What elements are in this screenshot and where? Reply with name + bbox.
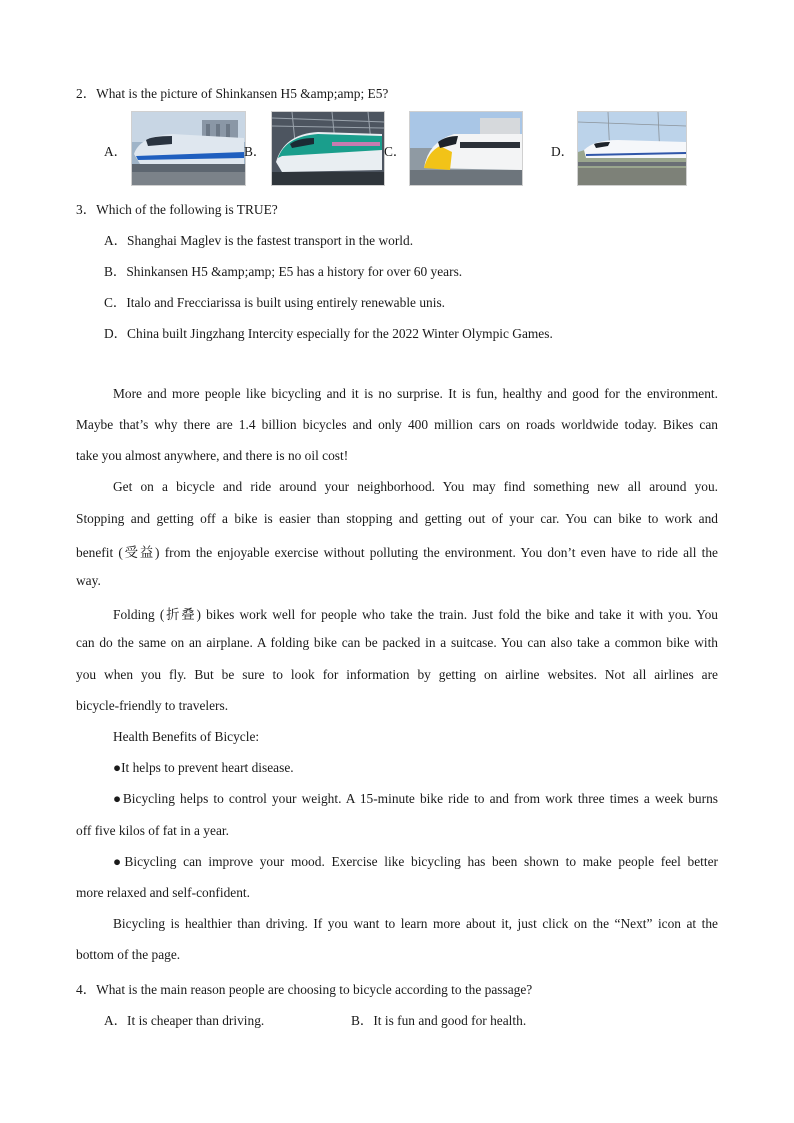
health-bullet: ●Bicycling can improve your mood. Exercise like bicycling has been shown to make people feel better <box>113 854 718 869</box>
q3-question: 3．Which of the following is TRUE? <box>76 202 278 217</box>
health-bullet: ●Bicycling helps to control your weight. A 15-minute bike ride to and from work three times a week burns <box>113 791 718 806</box>
q2-question: 2．What is the picture of Shinkansen H5 &amp;amp; E5? <box>76 86 389 101</box>
passage-line: Maybe that’s why there are 1.4 billion bicycles and only 400 million cars on roads worldwide today. Bikes can <box>76 417 718 432</box>
q4-question: 4．What is the main reason people are choosing to bicycle according to the passage? <box>76 982 533 997</box>
q2-option-c-label: C． <box>384 144 407 159</box>
q2-option-a-label: A． <box>104 144 128 159</box>
q4-option-b: B．It is fun and good for health. <box>351 1013 527 1028</box>
health-bullet: ●It helps to prevent heart disease. <box>113 760 294 775</box>
passage-line: take you almost anywhere, and there is no oil cost! <box>76 448 349 463</box>
maglev-image <box>132 112 245 185</box>
passage-line: you when you fly. But be sure to look for information by getting on airline websites. Not all airlines are <box>76 667 718 682</box>
shinkansen-photo[interactable] <box>271 111 385 186</box>
passage-line: More and more people like bicycling and it is no surprise. It is fun, healthy and good for the environment. <box>113 386 718 401</box>
q3-option-a: A．Shanghai Maglev is the fastest transport in the world. <box>104 233 414 248</box>
british-train-image <box>410 112 522 185</box>
passage-line: Stopping and getting off a bike is easier than stopping and getting out of your car. You can bike to work and <box>76 511 718 526</box>
china-highspeed-image <box>578 112 686 185</box>
health-bullet-cont: more relaxed and self-confident. <box>76 885 250 900</box>
passage-line: Bicycling is healthier than driving. If you want to learn more about it, just click on the “Next” icon at the <box>113 916 718 931</box>
health-benefits-title: Health Benefits of Bicycle: <box>113 729 260 744</box>
q4-option-a: A．It is cheaper than driving. <box>104 1013 265 1028</box>
british-train-photo[interactable] <box>409 111 523 186</box>
passage-line: can do the same on an airplane. A folding bike can be packed in a suitcase. You can also take a common bike with <box>76 635 718 650</box>
china-highspeed-photo[interactable] <box>577 111 687 186</box>
passage-line: Get on a bicycle and ride around your neighborhood. You may find something new all around you. <box>113 479 718 494</box>
q2-option-b-label: B． <box>244 144 267 159</box>
shinkansen-image <box>272 112 384 185</box>
maglev-photo[interactable] <box>131 111 246 186</box>
passage-line: bottom of the page. <box>76 947 181 962</box>
passage-line: way. <box>76 573 101 588</box>
passage-line: Folding (折叠) bikes work well for people who take the train. Just fold the bike and take it with you. You <box>113 607 718 622</box>
passage-line: benefit (受益) from the enjoyable exercise without polluting the environment. You don’t even have to ride all the <box>76 545 718 560</box>
passage-line: bicycle-friendly to travelers. <box>76 698 229 713</box>
q3-option-c: C．Italo and Frecciarissa is built using entirely renewable unis. <box>104 295 446 310</box>
q3-option-b: B．Shinkansen H5 &amp;amp; E5 has a history for over 60 years. <box>104 264 463 279</box>
q2-option-d-label: D． <box>551 144 575 159</box>
health-bullet-cont: off five kilos of fat in a year. <box>76 823 229 838</box>
q3-option-d: D．China built Jingzhang Intercity especially for the 2022 Winter Olympic Games. <box>104 326 553 341</box>
